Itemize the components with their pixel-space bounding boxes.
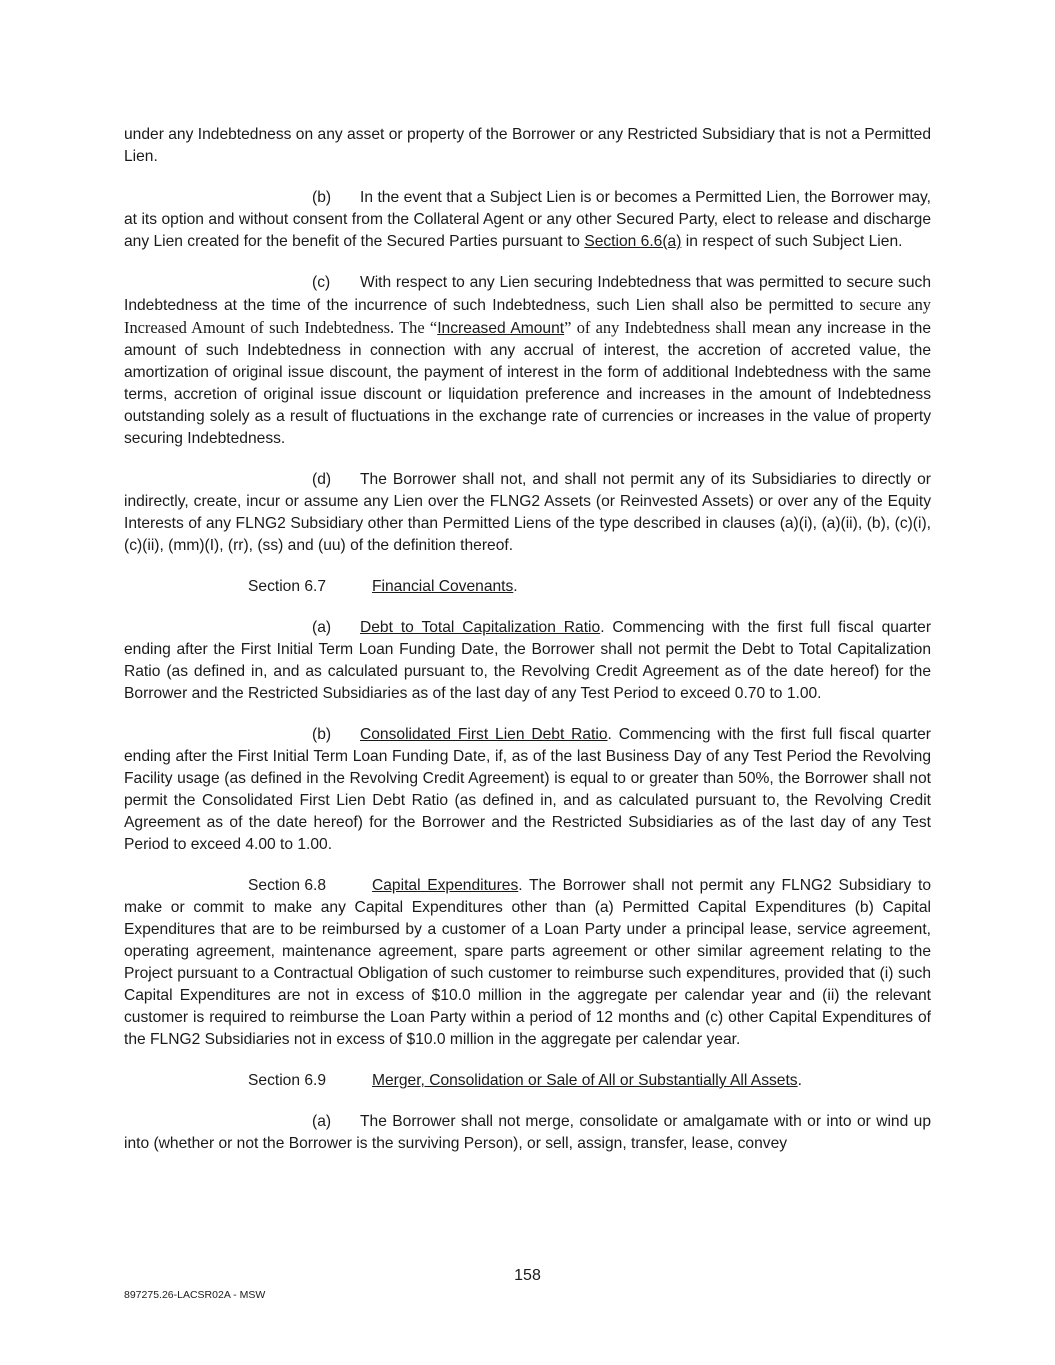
section-number: Section 6.9 — [248, 1072, 327, 1089]
section-number: Section 6.7 — [248, 578, 327, 595]
paragraph-6-7-b — [124, 724, 931, 856]
paragraph-heading: Debt to Total Capitalization Ratio — [360, 619, 601, 636]
paragraph-text: in respect of such Subject Lien. — [681, 233, 903, 250]
intro-paragraph — [124, 124, 931, 168]
document-footer-id: 897275.26-LACSR02A - MSW — [124, 1289, 266, 1301]
paragraph-text: . Commencing with the first full fiscal quarter ending after the First Initial Term Loan Funding Date, the Borrower shall not permit the Debt to Total Capitalization Ratio (as defined in, and as calculated pursuant to, the Revolving Credit Agreement as of the date hereof) for the Borrower and the Restricted Subsidiaries as of the last day of any Test Period to exceed 0.70 to 1.00. — [124, 619, 932, 702]
page-number: 158 — [514, 1267, 541, 1284]
section-punct: . — [797, 1072, 802, 1089]
section-6-7-heading — [124, 576, 931, 598]
section-number: Section 6.8 — [248, 877, 327, 894]
paragraph-6-9-a — [124, 1111, 931, 1155]
paragraph-6-6-c — [124, 272, 931, 450]
paragraph-text: The Borrower shall not, and shall not permit any of its Subsidiaries to directly or indirectly, create, incur or assume any Lien over the FLNG2 Assets (or Reinvested Assets) or over any of the Equity Interests of any FLNG2 Subsidiary other than Permitted Liens of the type described in clauses (a)(i), (a)(ii), (b), (c)(i), (c)(ii), (mm)(I), (rr), (ss) and (uu) of the definition thereof. — [124, 471, 931, 554]
section-title: Capital Expenditures — [372, 877, 519, 894]
paragraph-label: (b) — [312, 726, 332, 743]
paragraph-text: With respect to any Lien securing Indebtedness that was permitted to secure such Indebtedness at the time of the incurrence of such Indebtedness, such Lien shall also be permitted to — [124, 274, 931, 314]
paragraph-label: (b) — [312, 189, 332, 206]
paragraph-6-6-d — [124, 469, 931, 557]
paragraph-heading: Consolidated First Lien Debt Ratio — [360, 726, 608, 743]
defined-term: Increased Amount — [437, 320, 565, 337]
section-reference-link: Section 6.6(a) — [584, 233, 682, 250]
section-6-9-heading — [124, 1070, 931, 1092]
paragraph-text: . The Borrower shall not permit any FLNG2 Subsidiary to make or commit to make any Capital Expenditures other than (a) Permitted Capital Expenditures (b) Capital Expenditures that are to be reimbursed by a customer of a Loan Party under a principal lease, service agreement, operating agreement, maintenance agreement, spare parts agreement or other similar agreement relating to the Project pursuant to a Contractual Obligation of such customer to reimburse such expenditures, provided that (i) such Capital Expenditures are not in excess of $10.0 million in the aggregate per calendar year and (ii) the relevant customer is required to reimburse the Loan Party within a period of 12 months and (c) other Capital Expenditures of the FLNG2 Subsidiaries not in excess of $10.0 million in the aggregate per calendar year. — [124, 877, 931, 1048]
paragraph-label: (c) — [312, 274, 331, 291]
section-title: Financial Covenants — [372, 578, 514, 595]
document-body — [124, 124, 931, 1174]
intro-text: under any Indebtedness on any asset or property of the Borrower or any Restricted Subsidiary that is not a Permitted Lien. — [124, 126, 931, 165]
section-punct: . — [513, 578, 518, 595]
paragraph-text: In the event that a Subject Lien is or becomes a Permitted Lien, the Borrower may, at its option and without consent from the Collateral Agent or any other Secured Party, elect to release and discharge any Lien created for the benefit of the Secured Parties pursuant to — [124, 189, 931, 250]
paragraph-6-6-b — [124, 187, 931, 253]
paragraph-6-7-a — [124, 617, 931, 705]
paragraph-label: (d) — [312, 471, 332, 488]
paragraph-text: The Borrower shall not merge, consolidate or amalgamate with or into or wind up into (whether or not the Borrower is the surviving Person), or sell, assign, transfer, lease, convey — [124, 1113, 931, 1152]
paragraph-text: ” of any Indebtedness shall — [564, 318, 747, 337]
paragraph-text: mean any increase in the amount of such Indebtedness in connection with any accrual of interest, the accretion of accreted value, the amortization of original issue discount, the payment of interest in the form of additional Indebtedness with the same terms, accretion of original issue discount or liquidation preference and increases in the amount of Indebtedness outstanding solely as a result of fluctuations in the exchange rate of currencies or increases in the value of property securing Indebtedness. — [124, 320, 931, 447]
paragraph-label: (a) — [312, 619, 332, 636]
paragraph-text: secure any Increased Amount of such Indebtedness. The “ — [124, 295, 931, 337]
paragraph-label: (a) — [312, 1113, 332, 1130]
section-6-8 — [124, 875, 931, 1051]
section-title: Merger, Consolidation or Sale of All or Substantially All Assets — [372, 1072, 798, 1089]
paragraph-text: . Commencing with the first full fiscal quarter ending after the First Initial Term Loan Funding Date, if, as of the last Business Day of any Test Period the Revolving Facility usage (as defined in the Revolving Credit Agreement) is equal to or greater than 50%, the Borrower shall not permit the Consolidated First Lien Debt Ratio (as defined in, and as calculated pursuant to, the Revolving Credit Agreement as of the date hereof) for the Borrower and the Restricted Subsidiaries as of the last day of any Test Period to exceed 4.00 to 1.00. — [124, 726, 932, 853]
